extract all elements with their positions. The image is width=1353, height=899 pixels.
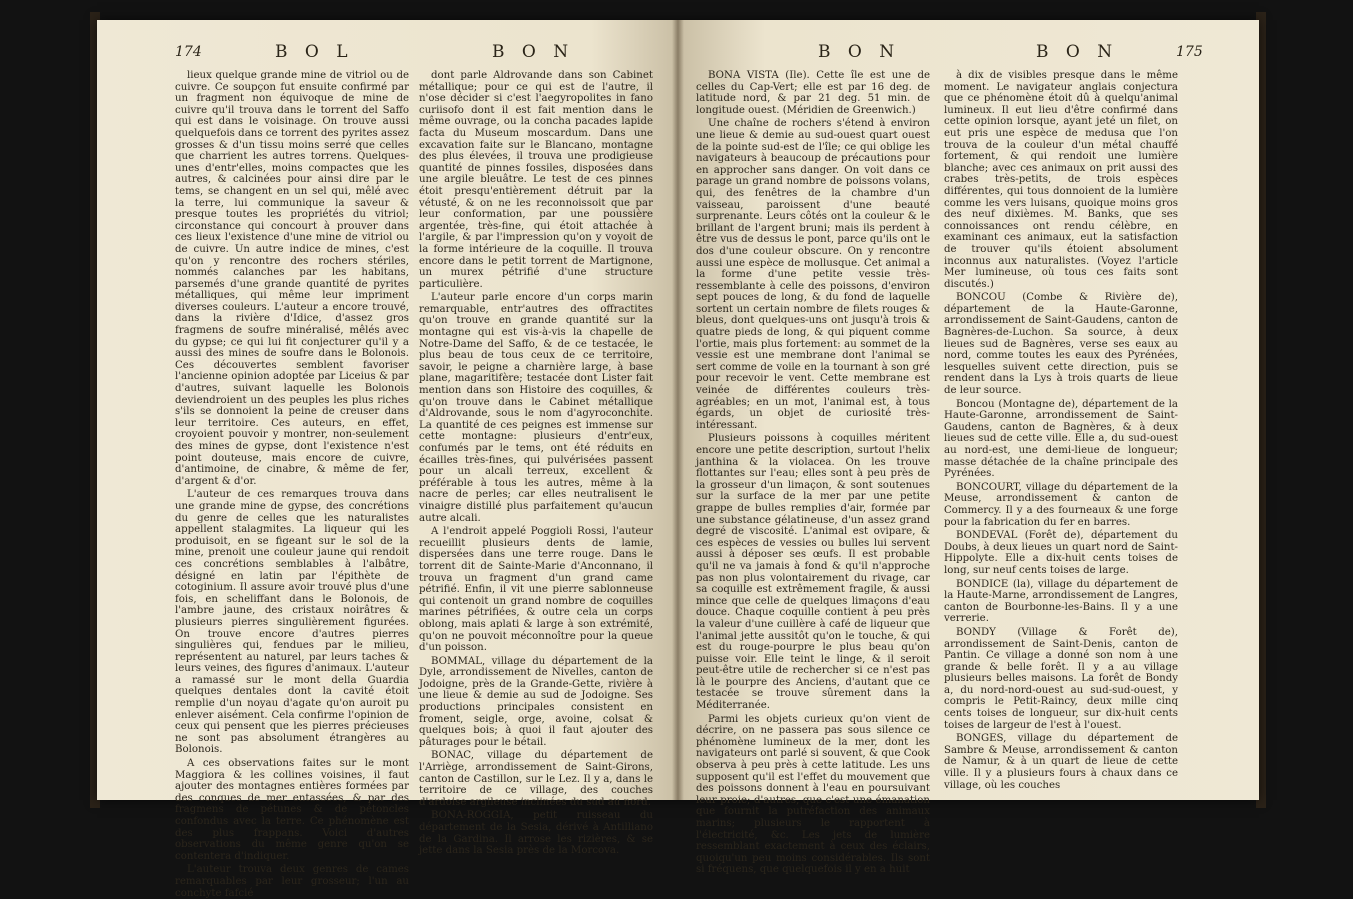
running-head-right: B O N bbox=[1036, 42, 1119, 62]
paragraph: A l'endroit appelé Poggioli Rossi, l'auteur recueillit plusieurs dents de lamie, dispersées dans une terre rouge. Dans le torrent dit de Sainte-Marie d'Anconnano, il trouva un fragment d'un grand came pétrifié. Enfin, il vit une pierre sablonneuse qui contenoit un grand nombre de coquilles marines pétrifiées, & outre cela un corps oblong, mais aplati & large à son extrémité, qu'on ne pouvoit méconnoître pour la queue d'un poisson. bbox=[419, 526, 653, 654]
paragraph: BONA VISTA (Ile). Cette île est une de celles du Cap-Vert; elle est par 16 deg. de latitude nord, & par 21 deg. 51 min. de longitude ouest. (Méridien de Greenwich.) bbox=[696, 70, 930, 116]
running-head-right: B O N bbox=[492, 42, 575, 62]
paragraph: L'auteur trouva deux genres de cames remarquables par leur grosseur; l'un au conchyte fafcié bbox=[175, 864, 409, 899]
running-head-left: B O L bbox=[275, 42, 354, 62]
paragraph: lieux quelque grande mine de vitriol ou de cuivre. Ce soupçon fut ensuite confirmé par un fragment non équivoque de mine de cuivre qu'il trouva dans le torrent del Saffo qui est dans le voisinage. On trouve aussi quelquefois dans ce torrent des pyrites assez grosses & d'un tissu moins serré que celles que charrient les autres torrens. Quelques-unes d'entr'elles, moins compactes que les autres, & calcinées pour ainsi dire par le tems, se changent en un sel qui, mêlé avec la terre, lui communique la saveur & presque toutes les propriétés du vitriol; circonstance qui concourt à prouver dans ces lieux l'existence d'une mine de vitriol ou de cuivre. Un autre indice de mines, c'est qu'on y rencontre des rochers stériles, nommés calanches par les habitans, parsemés d'une grande quantité de pyrites métalliques, qui même leur impriment diverses couleurs. L'auteur a encore trouvé, dans la rivière d'Idice, d'assez gros fragmens de soufre minéralisé, mêlés avec du gypse; ce qui lui fit conjecturer qu'il y a aussi des mines de soufre dans le Bolonois. Ces découvertes semblent favoriser l'ancienne opinion adoptée par Liceius & par d'autres, suivant laquelle les Bolonois deviendroient un des peuples les plus riches s'ils se donnoient la peine de creuser dans leur territoire. Ces auteurs, en effet, croyoient pouvoir y montrer, non-seulement des mines de gypse, dont l'existence n'est point douteuse, mais encore de cuivre, d'antimoine, de cinabre, & même de fer, d'argent & d'or. bbox=[175, 70, 409, 487]
paragraph: BONDICE (la), village du département de la Haute-Marne, arrondissement de Langres, canton de Bourbonne-les-Bains. Il y a une verrerie. bbox=[944, 578, 1178, 625]
paragraph: Boncou (Montagne de), département de la Haute-Garonne, arrondissement de Saint-Gaudens, canton de Bagnères, & à deux lieues sud de cette ville. Elle a, du sud-ouest au nord-est, une demi-lieue de longueur; masse détachée de la chaîne principale des Pyrénées. bbox=[944, 398, 1178, 480]
paragraph: Plusieurs poissons à coquilles méritent encore une petite description, surtout l'helix janthina & la violacea. On les trouve flottantes sur l'eau; elles sont à peu près de la grosseur d'un limaçon, & sont soutenues sur la surface de la mer par une petite grappe de bulles remplies d'air, formée par une substance gélatineuse, d'un assez grand degré de viscosité. L'animal est ovipare, & ces espèces de vessies ou bulles lui servent aussi à déposer ses œufs. Il est probable qu'il ne va jamais à fond & qu'il n'approche pas non plus volontairement du rivage, car sa coquille est extrêmement fragile, & aussi mince que celle de quelques limaçons d'eau douce. Chaque coquille contient à peu près la valeur d'une cuillère à café de liqueur que l'animal jette aussitôt qu'on le touche, & qui est du rouge-pourpre le plus beau qu'on puisse voir. Elle teint le linge, & il seroit peut-être utile de rechercher si ce n'est pas là le pourpre des Anciens, d'autant que ce testacée se trouve sûrement dans la Méditerranée. bbox=[696, 433, 930, 712]
page-number: 174 bbox=[175, 44, 202, 60]
paragraph: BONDEVAL (Forêt de), département du Doubs, à deux lieues un quart nord de Saint-Hippolyte. Elle a dix-huit cents toises de long, sur neuf cents toises de large. bbox=[944, 530, 1178, 576]
paragraph: BONGES, village du département de Sambre & Meuse, arrondissement & canton de Namur, & à un quart de lieue de cette ville. Il y a plusieurs fours à chaux dans ce village, où les couches bbox=[944, 733, 1178, 791]
text-column-1 bbox=[175, 70, 409, 899]
text-column-2 bbox=[419, 70, 653, 857]
book-gutter bbox=[672, 20, 684, 800]
book-spread bbox=[97, 20, 1259, 899]
paragraph: BONA-ROGGIA, petit ruisseau du département de la Sesia, dérivé à Antilliano de la Gardina. Il arrose les rizières, & se jette dans la Sesia près de la Morcova. bbox=[419, 810, 653, 857]
paragraph: L'auteur de ces remarques trouva dans une grande mine de gypse, des concrétions du genre de celles que les naturalistes appellent stalagmites. La liqueur qui les produisoit, en se figeant sur le sol de la mine, prenoit une couleur jaune qui rendoit ces concrétions semblables à l'albâtre, désigné en latin par l'épithète de cotoginium. Il assure avoir trouvé plus d'une fois, en scheliffant dans le Bolonois, de l'ambre jaune, des cristaux noirâtres & plusieurs pierres singulièrement figurées. On trouve encore d'autres pierres singulières qui, fendues par le milieu, représentent au naturel, par leurs taches & leurs veines, des figures d'animaux. L'auteur a ramassé sur le mont della Guardia quelques dentales dont la cavité étoit remplie d'un noyau d'agate qu'on auroit pu enlever aisément. Cela confirme l'opinion de ceux qui pensent que les pierres précieuses ne sont pas absolument étrangères au Bolonois. bbox=[175, 489, 409, 756]
paragraph: BONAC, village du département de l'Arriège, arrondissement de Saint-Girons, canton de Castillon, sur le Lez. Il y a, dans le territoire de ce village, des couches d'ardoise argileuse inclinées du sud au nord. bbox=[419, 750, 653, 808]
paragraph: BONCOU (Combe & Rivière de), département de la Haute-Garonne, arrondissement de Saint-Gaudens, canton de Bagnères-de-Luchon. Sa source, à deux lieues sud de Bagnères, verse ses eaux au nord, comme toutes les eaux des Pyrénées, lesquelles suivent cette direction, puis se rendent dans la Lys à trois quarts de lieue de leur source. bbox=[944, 292, 1178, 397]
text-column-2 bbox=[944, 70, 1178, 791]
paragraph: dont parle Aldrovande dans son Cabinet métallique; pour ce qui est de l'autre, il n'ose décider si c'est l'aegyropolites in fano curiisofo dont il est fait mention dans le même ouvrage, ou la concha pacades lapide facta du Museum moscardum. Dans une excavation faite sur le Blancano, montagne des plus élevées, il trouva une prodigieuse quantité de pinnes fossiles, disposées dans une argile bleuâtre. Le test de ces pinnes étoit presqu'entièrement détruit par la vétusté, & on ne les reconnoissoit que par leur conformation, par une poussière argentée, très-fine, qui étoit attachée à l'argile, & par l'impression qu'on y voyoit de la forme intérieure de la coquille. Il trouva encore dans le petit torrent de Martignone, un murex pétrifié d'une structure particulière. bbox=[419, 70, 653, 290]
running-head-left: B O N bbox=[818, 42, 901, 62]
paragraph: BOMMAL, village du département de la Dyle, arrondissement de Nivelles, canton de Jodoigne, près de la Grande-Gette, rivière à une lieue & demie au sud de Jodoigne. Ses productions principales consistent en froment, seigle, orge, avoine, colsat & quelques bois; à quoi il faut ajouter des pâturages pour le bétail. bbox=[419, 655, 653, 748]
paragraph: A ces observations faites sur le mont Maggiora & les collines voisines, il faut ajouter des montagnes entières formées par des conques de mer entassées, & par des fragmens de pétunes & de pétoncles confondus avec la terre. Ce phénomène est des plus frappans. Voici d'autres observations du même genre qu'on se contentera d'indiquer. bbox=[175, 758, 409, 862]
paragraph: Une chaîne de rochers s'étend à environ une lieue & demie au sud-ouest quart ouest de la pointe sud-est de l'île; ce qui oblige les navigateurs à beaucoup de précautions pour en approcher sans danger. On voit dans ce parage un grand nombre de poissons volans, qui, des fenêtres de la chambre d'un vaisseau, paroissent d'une beauté surprenante. Leurs côtés ont la couleur & le brillant de l'argent bruni; mais ils perdent à être vus de dessus le pont, parce qu'ils ont le dos d'une couleur obscure. On y rencontre aussi une espèce de mollusque. Cet animal a la forme d'une petite vessie très-ressemblante à celle des poissons, d'environ sept pouces de long, & du fond de laquelle sortent un certain nombre de filets rouges & bleus, dont quelques-uns ont jusqu'à trois & quatre pieds de long, & qui piquent comme l'ortie, mais plus fortement: au sommet de la vessie est une membrane dont l'animal se sert comme de voile en la tournant à son gré pour recevoir le vent. Cette membrane est veinée de différentes couleurs très-agréables; en un mot, l'animal est, à tous égards, un objet de curiosité très-intéressant. bbox=[696, 118, 930, 431]
text-column-1 bbox=[696, 70, 930, 876]
paragraph: Parmi les objets curieux qu'on vient de décrire, on ne passera pas sous silence ce phénomène lumineux de la mer, dont les navigateurs ont parlé si souvent, & que Cook observa à peu près à cette latitude. Les uns supposent qu'il est l'effet du mouvement que des poissons donnent à l'eau en poursuivant leur proie; d'autres, que c'est une émanation que fournit la putréfaction des animaux marins; plusieurs le rapportent à l'électricité, &c. Les jets de lumière ressemblant exactement à ceux des éclairs, quoiqu'un peu moins considérables. Ils sont si fréquens, que quelquefois il y en a huit bbox=[696, 713, 930, 876]
paragraph: BONCOURT, village du département de la Meuse, arrondissement & canton de Commercy. Il y a des fourneaux & une forge pour la fabrication du fer en barres. bbox=[944, 481, 1178, 528]
paragraph: BONDY (Village & Forêt de), arrondissement de Saint-Denis, canton de Pantin. Ce village a donné son nom à une grande & belle forêt. Il y a au village plusieurs belles maisons. La forêt de Bondy a, du nord-nord-ouest au sud-sud-ouest, y compris le Petit-Raincy, deux mille cinq cents toises de longueur, sur dix-huit cents toises de largeur de l'est à l'ouest. bbox=[944, 626, 1178, 731]
page-number: 175 bbox=[1176, 44, 1203, 60]
right-page bbox=[678, 20, 1259, 876]
paragraph: L'auteur parle encore d'un corps marin remarquable, entr'autres des offractites qu'on trouve en grande quantité sur la montagne qui est vis-à-vis la chapelle de Notre-Dame del Saffo, & de ce testacée, le plus beau de tous ceux de ce territoire, savoir, le peigne a charnière large, à base plane, magaritifère; testacée dont Lister fait mention dans son Histoire des coquilles, & qu'on trouve dans le Cabinet métallique d'Aldrovande, sous le nom d'agyroconchite. La quantité de ces peignes est immense sur cette montagne: plusieurs d'entr'eux, confumés par le tems, ont été réduits en écailles très-fines, qui pulvérisées passent pour un alcali terreux, excellent & préférable à tous les autres, même à la nacre de perles; car elles neutralisent le vinaigre distillé plus parfaitement qu'aucun autre alcali. bbox=[419, 292, 653, 524]
paragraph: à dix de visibles presque dans le même moment. Le navigateur anglais conjectura que ce phénomène étoit dû à quelqu'animal lumineux. Il eut lieu d'être confirmé dans cette opinion lorsque, ayant jeté un filet, on eut pris une espèce de medusa que l'on trouva de la couleur d'un métal chauffé fortement, & qui rendoit une lumière blanche; avec ces animaux on prit aussi des crabes très-petits, de trois espèces différentes, qui tous donnoient de la lumière comme les vers luisans, quoique moins gros des neuf dixièmes. M. Banks, que ses connoissances ont rendu célèbre, en examinant ces animaux, eut la satisfaction de trouver qu'ils étoient absolument inconnus aux naturalistes. (Voyez l'article Mer lumineuse, où tous ces faits sont discutés.) bbox=[944, 70, 1178, 290]
left-page bbox=[97, 20, 678, 899]
